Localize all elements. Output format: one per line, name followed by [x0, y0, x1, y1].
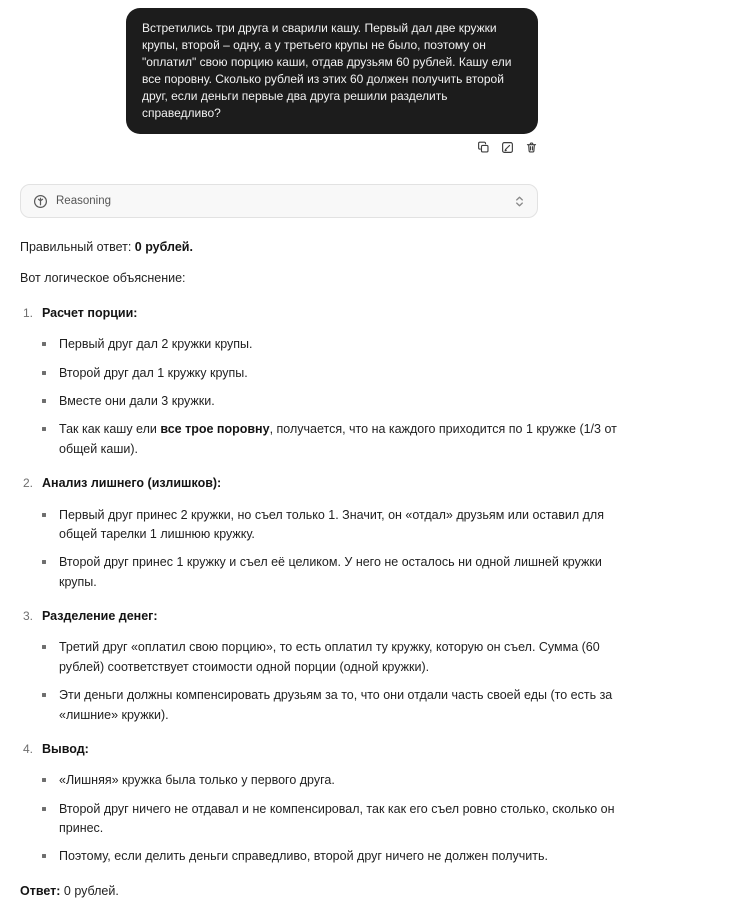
bullet-item: [42, 847, 634, 866]
section-header: [20, 607, 656, 626]
section-header: [20, 304, 656, 323]
bullet-marker: [42, 371, 46, 375]
bold-text: все трое поровну: [160, 422, 270, 437]
bullet-item: [42, 638, 634, 677]
bullet-marker: [42, 342, 46, 346]
section-number: 1.: [22, 305, 33, 320]
bullet-text: [59, 392, 215, 411]
copy-icon: [477, 141, 490, 157]
numbered-section: [20, 474, 656, 592]
bullet-text: [59, 420, 634, 459]
bullet-marker: [42, 513, 46, 517]
bullet-marker: [42, 854, 46, 858]
section-title: Разделение денег:: [42, 609, 158, 624]
trash-icon: [525, 141, 538, 157]
bullet-text: [59, 335, 253, 354]
text-segment: Так как кашу ели: [59, 422, 161, 437]
bullet-item: [42, 771, 634, 790]
bullet-marker: [42, 560, 46, 564]
bullet-list: [42, 335, 656, 459]
bullet-item: [42, 553, 634, 592]
assistant-response: [20, 238, 656, 901]
chevron-updown-icon: [514, 195, 525, 208]
message-actions: [20, 142, 538, 156]
bullet-item: [42, 800, 634, 839]
text-segment: Вместе они дали 3 кружки.: [59, 394, 215, 409]
text-segment: Второй друг ничего не отдавал и не компенсировал, так как его съел ровно столько, сколько он принес.: [59, 801, 615, 836]
numbered-section: [20, 607, 656, 725]
reasoning-label: Reasoning: [56, 195, 111, 208]
copy-button[interactable]: [476, 142, 490, 156]
text-segment: Поэтому, если делить деньги справедливо, второй друг ничего не должен получить.: [59, 849, 548, 864]
explanation-list: [20, 304, 656, 867]
edit-icon: [501, 141, 514, 157]
answer-line: [20, 882, 656, 901]
bullet-item: [42, 335, 634, 354]
text-segment: Второй друг дал 1 кружку крупы.: [59, 365, 248, 380]
text-segment: Эти деньги должны компенсировать друзьям за то, что они отдали часть своей еды (то есть за «лишние» кружки).: [59, 688, 613, 722]
bullet-text: [59, 847, 548, 866]
bold-text: 0 рублей.: [134, 240, 193, 255]
numbered-section: [20, 304, 656, 459]
section-number: 4.: [22, 741, 33, 756]
text-segment: «Лишняя» кружка была только у первого друга.: [59, 773, 335, 788]
bullet-item: [42, 392, 634, 411]
reasoning-toggle[interactable]: [20, 184, 538, 218]
chat-column: [20, 0, 538, 218]
bullet-item: [42, 364, 634, 383]
bullet-text: [59, 686, 634, 725]
user-message-row: [20, 0, 538, 134]
text-segment: Правильный ответ:: [20, 240, 135, 255]
section-header: [20, 740, 656, 759]
section-title: Вывод:: [42, 741, 89, 756]
bold-text: Ответ:: [20, 883, 61, 898]
bullet-text: [59, 800, 634, 839]
text-segment: , получается, что на каждого приходится по 1 кружке (1/3 от общей каши).: [59, 422, 617, 456]
bullet-list: [42, 506, 656, 593]
bullet-list: [42, 771, 656, 867]
text-segment: Второй друг принес 1 кружку и съел её целиком. У него не осталось ни одной лишней кружки крупы.: [59, 555, 602, 589]
reasoning-icon: [33, 194, 48, 209]
bullet-marker: [42, 399, 46, 403]
user-message-bubble: [126, 8, 538, 134]
bullet-list: [42, 638, 656, 725]
text-segment: Первый друг дал 2 кружки крупы.: [59, 337, 253, 352]
text-segment: Первый друг принес 2 кружки, но съел только 1. Значит, он «отдал» друзьям или оставил для общей тарелки 1 лишнюю кружку.: [59, 507, 604, 541]
section-number: 3.: [22, 609, 33, 624]
text-segment: Третий друг «оплатил свою порцию», то есть оплатил ту кружку, которую он съел. Сумма (60 рублей) соответствует стоимости одной порции (одной кружки).: [59, 640, 600, 674]
bullet-item: [42, 506, 634, 545]
bullet-marker: [42, 693, 46, 697]
intro-line-1: [20, 238, 656, 257]
bullet-marker: [42, 427, 46, 431]
bullet-marker: [42, 807, 46, 811]
section-title: Расчет порции:: [42, 305, 138, 320]
section-number: 2.: [22, 476, 33, 491]
bullet-text: [59, 771, 335, 790]
bullet-item: [42, 686, 634, 725]
bullet-item: [42, 420, 634, 459]
bullet-marker: [42, 778, 46, 782]
bullet-text: [59, 364, 248, 383]
bullet-text: [59, 506, 634, 545]
text-segment: Вот логическое объяснение:: [20, 270, 186, 285]
bullet-marker: [42, 645, 46, 649]
text-segment: 0 рублей.: [60, 883, 119, 898]
numbered-section: [20, 740, 656, 867]
user-message-text: Встретились три друга и сварили кашу. Первый дал две кружки крупы, второй – одну, а у третьего крупы не было, поэтому он "оплатил" свою порцию каши, отдав друзьям 60 рублей. Кашу ели все поровну. Сколько рублей из этих 60 должен получить второй друг, если деньги первые два друга решили разделить справедливо?: [142, 21, 512, 121]
intro-line-2: [20, 269, 656, 288]
edit-button[interactable]: [500, 142, 514, 156]
delete-button[interactable]: [524, 142, 538, 156]
section-header: [20, 474, 656, 493]
bullet-text: [59, 638, 634, 677]
section-title: Анализ лишнего (излишков):: [42, 476, 222, 491]
bullet-text: [59, 553, 634, 592]
